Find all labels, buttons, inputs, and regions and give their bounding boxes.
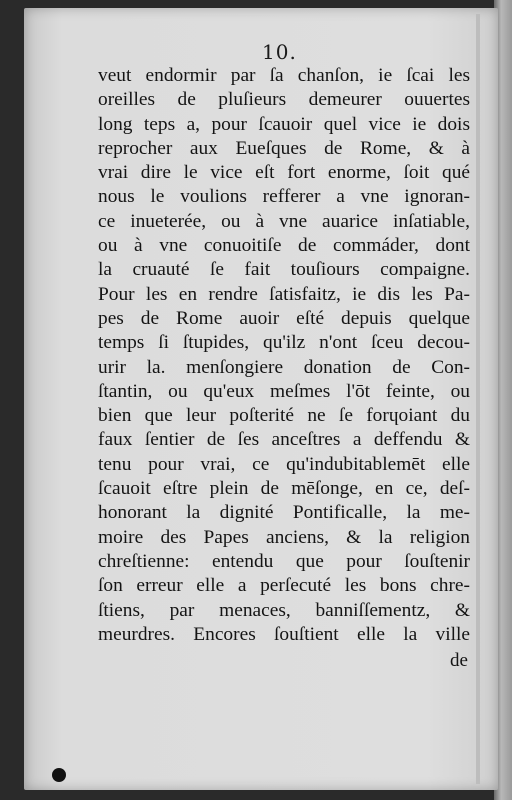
text-line: moire des Papes anciens, & la religion [98, 526, 470, 548]
text-line: long teps a, pour ſcauoir quel vice ie dois [98, 113, 470, 135]
text-line: ſcauoit eſtre plein de mēſonge, en ce, deſ- [98, 478, 470, 500]
text-line: Pour les en rendre ſatisfaitz, ie dis les Pa- [98, 283, 470, 305]
text-line: tenu pour vrai, ce qu'indubitablemēt elle [98, 453, 470, 475]
text-line: la cruauté ſe fait touſiours compaigne. [98, 259, 470, 281]
page-number: 10. [262, 40, 297, 64]
text-line: meurdres. Encores ſouſtient elle la ville [98, 623, 470, 645]
text-line: pes de Rome auoir eſté depuis quelque [98, 307, 470, 329]
text-line: chreſtienne: entendu que pour ſouſtenir [98, 550, 470, 572]
text-line: ou à vne conuoitiſe de commáder, dont [98, 235, 470, 257]
text-line: reprocher aux Eueſques de Rome, & à [98, 137, 470, 159]
text-line: oreilles de pluſieurs demeurer ouuertes [98, 89, 470, 111]
text-line: temps ſi ſtupides, qu'ilz n'ont ſceu decou- [98, 332, 470, 354]
text-line: bien que leur poſterité ne ſe forɥoiant du [98, 405, 470, 427]
text-line: nous le voulions refferer a vne ignoran- [98, 186, 470, 208]
text-line: ce inueterée, ou à vne auarice inſatiable, [98, 210, 470, 232]
page-edge [476, 14, 480, 784]
text-line: honorant la dignité Pontificalle, la me- [98, 502, 470, 524]
catchword: de [450, 650, 468, 671]
text-line: veut endormir par ſa chanſon, ie ſcai les [98, 65, 470, 86]
text-line: vrai dire le vice eſt fort enorme, ſoit qué [98, 162, 470, 184]
ink-blot [52, 768, 66, 782]
body-text [98, 64, 470, 647]
text-line: urir la. menſongiere donation de Con- [98, 356, 470, 378]
text-line: ſtantin, ou qu'eux meſmes l'ōt feinte, ou [98, 380, 470, 402]
text-line: faux ſentier de ſes anceſtres a deffendu & [98, 429, 470, 451]
text-line: ſtiens, par menaces, banniſſementz, & [98, 599, 470, 621]
text-line: ſon erreur elle a perſecuté les bons chre- [98, 575, 470, 597]
